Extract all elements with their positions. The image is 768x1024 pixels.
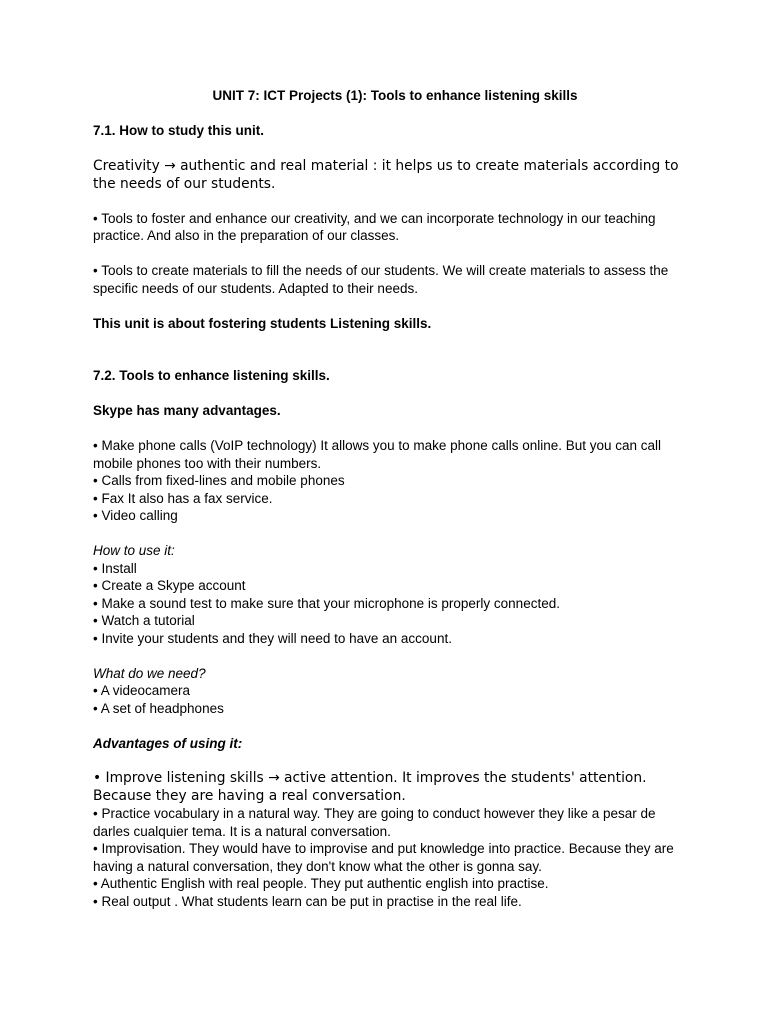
advantages-heading: Advantages of using it: <box>93 735 243 751</box>
creativity-paragraph: Creativity → authentic and real material : it helps us to create materials according to the needs of our students. <box>93 157 679 192</box>
skype-heading: Skype has many advantages. <box>93 403 281 418</box>
list-item: • Watch a tutorial <box>93 613 195 628</box>
list-item: • Create a Skype account <box>93 578 246 593</box>
what-do-we-need-heading: What do we need? <box>93 665 206 681</box>
how-to-use-heading: How to use it: <box>93 543 175 558</box>
list-item: • Practice vocabulary in a natural way. They are going to conduct however they like a pesar de darles cualquier tema. It is a natural conversation. <box>93 806 656 839</box>
skype-features-list <box>93 437 683 525</box>
document-title: UNIT 7: ICT Projects (1): Tools to enhance listening skills <box>212 88 578 103</box>
list-item: • Install <box>93 560 137 576</box>
unit-about-statement: This unit is about fostering students Listening skills. <box>93 315 432 331</box>
list-item: • Authentic English with real people. They put authentic english into practise. <box>93 876 549 891</box>
advantage-listening: • Improve listening skills → active attention. It improves the students' attention. Because they are having a real conversation. <box>93 770 647 804</box>
needs-list <box>93 682 683 717</box>
list-item: • A set of headphones <box>93 700 224 716</box>
list-item: • A videocamera <box>93 683 191 698</box>
list-item: • Calls from fixed-lines and mobile phones <box>93 473 345 488</box>
list-item: • Video calling <box>93 508 178 523</box>
advantages-list <box>93 805 683 910</box>
list-item: • Invite your students and they will need to have an account. <box>93 630 452 646</box>
creativity-bullet-2: • Tools to create materials to fill the needs of our students. We will create materials to assess the specific needs of our students. Adapted to their needs. <box>93 263 669 296</box>
list-item: • Make a sound test to make sure that your microphone is properly connected. <box>93 595 560 611</box>
document-page <box>93 86 683 910</box>
section-7-2-heading: 7.2. Tools to enhance listening skills. <box>93 368 330 383</box>
creativity-bullet-1: • Tools to foster and enhance our creativity, and we can incorporate technology in our teaching practice. And also in the preparation of our classes. <box>93 210 656 243</box>
how-to-use-list <box>93 560 683 648</box>
list-item: • Improvisation. They would have to improvise and put knowledge into practice. Because they are having a natural conversation, they don't know what the other is gonna say. <box>93 841 674 874</box>
list-item: • Real output . What students learn can be put in practise in the real life. <box>93 893 522 909</box>
list-item: • Make phone calls (VoIP technology) It allows you to make phone calls online. But you can call mobile phones too with their numbers. <box>93 438 662 471</box>
list-item: • Fax It also has a fax service. <box>93 490 273 506</box>
section-7-1-heading: 7.1. How to study this unit. <box>93 123 265 138</box>
